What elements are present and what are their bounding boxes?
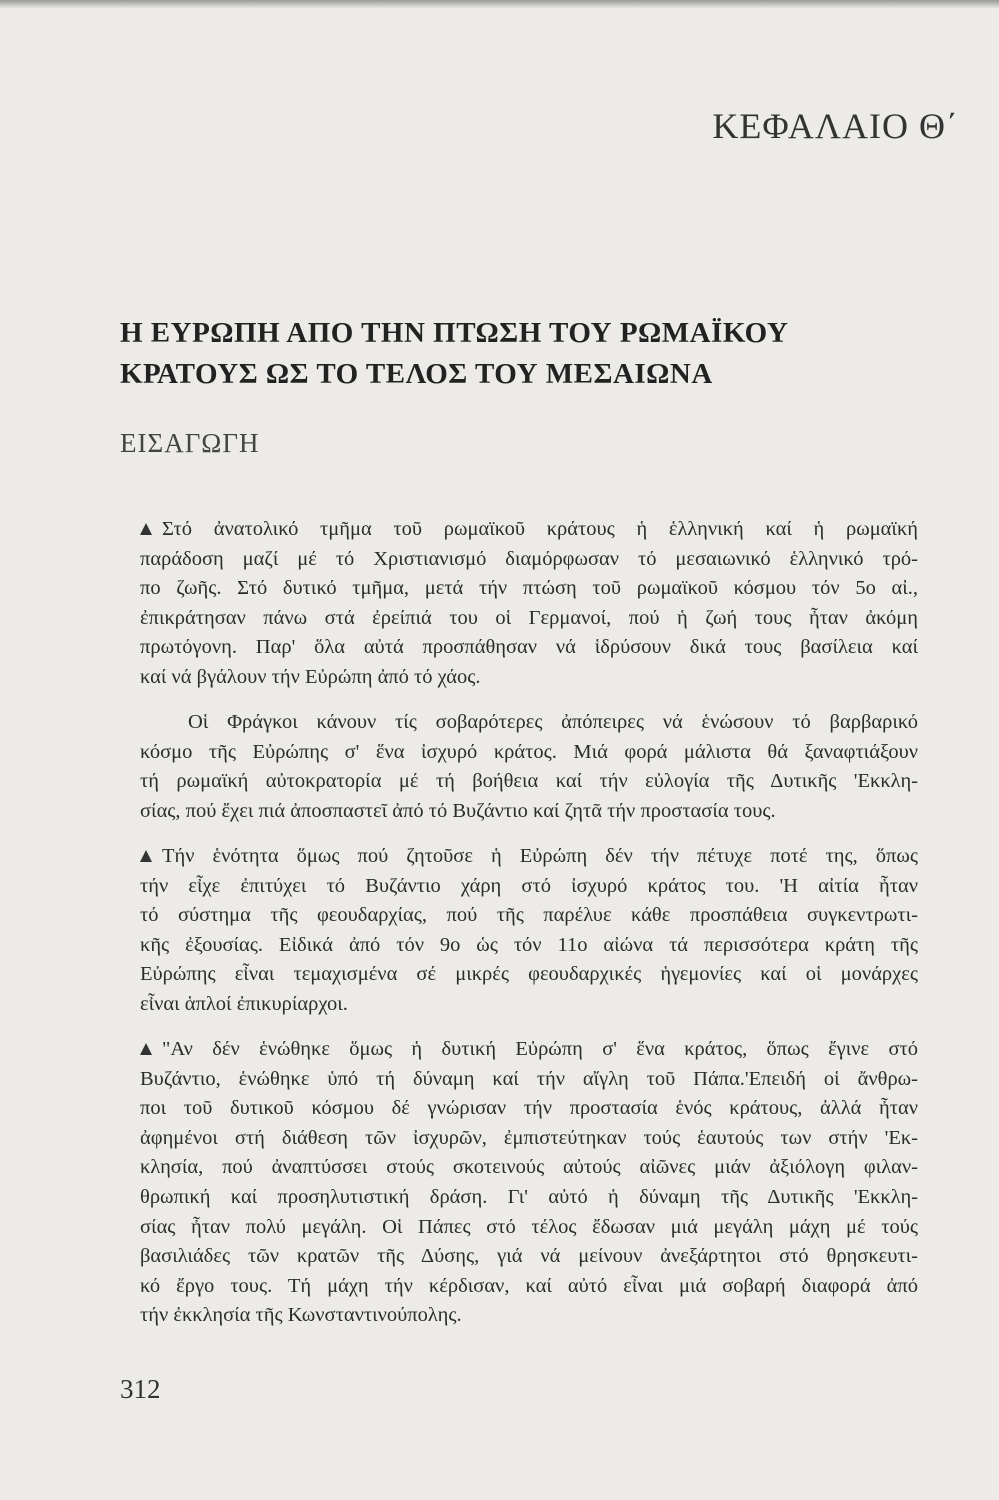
text-line xyxy=(140,1094,918,1124)
text-line xyxy=(140,708,918,738)
text-line xyxy=(140,842,918,872)
text-line-content: Τήν ἑνότητα ὅμως πού ζητοῦσε ἡ Εὐρώπη δέν τήν πέτυχε ποτέ της, ὅπως xyxy=(162,845,918,867)
text-line xyxy=(140,1065,918,1095)
chapter-title xyxy=(120,313,788,395)
text-line-content: πρωτόγονη. Παρ' ὅλα αὐτά προσπάθησαν νά ἱδρύσουν δικά τους βασίλεια καί xyxy=(140,636,918,659)
text-line-content: Εὐρώπης εἶναι τεμαχισμένα σέ μικρές φεουδαρχικές ἡγεμονίες καί οἱ μονάρχες xyxy=(140,963,918,986)
text-line-content: Οἱ Φράγκοι κάνουν τίς σοβαρότερες ἀπόπειρες νά ἑνώσουν τό βαρβαρικό xyxy=(188,711,918,733)
text-line xyxy=(140,1301,918,1331)
text-line-content: κόσμο τῆς Εὐρώπης σ' ἕνα ἰσχυρό κράτος. Μιά φορά μάλιστα θά ξαναφτιάξουν xyxy=(140,740,918,763)
text-line-content: τό σύστημα τῆς φεουδαρχίας, πού τῆς παρέλυε κάθε προσπάθεια συγκεντρωτι- xyxy=(140,904,918,927)
chapter-heading: ΚΕΦΑΛΑΙΟ Θ΄ xyxy=(712,106,959,146)
text-line-content: παράδοση μαζί μέ τό Χριστιανισμό διαμόρφωσαν τό μεσαιωνικό ἑλληνικό τρό- xyxy=(140,547,918,570)
text-line xyxy=(140,767,918,797)
paragraph-2 xyxy=(140,708,918,826)
text-line xyxy=(140,872,918,902)
text-line xyxy=(140,990,918,1020)
title-line: Η ΕΥΡΩΠΗ ΑΠΟ ΤΗΝ ΠΤΩΣΗ ΤΟΥ ΡΩΜΑΪΚΟΥ xyxy=(120,317,789,349)
text-line xyxy=(140,901,918,931)
text-line-content: ποι τοῦ δυτικοῦ κόσμου δέ γνώρισαν τήν προστασία ἑνός κράτους, ἀλλά ἦταν xyxy=(140,1097,918,1120)
text-line-content: κῆς ἐξουσίας. Εἰδικά ἀπό τόν 9ο ὡς τόν 11ο αἰώνα τά περισσότερα κράτη τῆς xyxy=(140,933,918,956)
text-line xyxy=(140,1272,918,1302)
triangle-marker-icon xyxy=(140,850,152,862)
text-line-content: καί νά βγάλουν τήν Εὐρώπη ἀπό τό χάος. xyxy=(140,665,481,688)
section-heading: ΕΙΣΑΓΩΓΗ xyxy=(120,428,260,458)
text-line-content: Βυζάντιο, ἑνώθηκε ὑπό τή δύναμη καί τήν αἴγλη τοῦ Πάπα.'Επειδή οἱ ἄνθρω- xyxy=(140,1067,918,1090)
text-line-content: θρωπική καί προσηλυτιστική δράση. Γι' αὐτό ἡ δύναμη τῆς Δυτικῆς 'Εκκλη- xyxy=(140,1185,918,1208)
text-line-content: σίας, πού ἔχει πιά ἀποσπαστεῖ ἀπό τό Βυζάντιο καί ζητᾶ τήν προστασία τους. xyxy=(140,799,776,822)
text-line xyxy=(140,574,918,604)
text-line xyxy=(140,931,918,961)
text-line-content: ἐπικράτησαν πάνω στά ἐρείπιά του οἱ Γερμανοί, πού ἡ ζωή τους ἦταν ἀκόμη xyxy=(140,606,918,629)
text-line xyxy=(140,960,918,990)
text-line xyxy=(140,1183,918,1213)
triangle-marker-icon xyxy=(140,523,152,535)
text-line xyxy=(140,1153,918,1183)
text-line xyxy=(140,545,918,575)
text-line xyxy=(140,1035,918,1065)
text-line-content: βασιλιάδες τῶν κρατῶν τῆς Δύσης, γιά νά μείνουν ἀνεξάρτητοι στό θρησκευτι- xyxy=(140,1245,918,1268)
text-line-content: κλησία, πού ἀναπτύσσει στούς σκοτεινούς αὐτούς αἰῶνες μιάν ἀξιόλογη φιλαν- xyxy=(140,1156,918,1179)
page-top-edge xyxy=(0,0,999,8)
paragraph-1 xyxy=(140,515,918,693)
text-line-content: εἶναι ἁπλοί ἐπικυρίαρχοι. xyxy=(140,992,348,1015)
text-line-content: τήν ἐκκλησία τῆς Κωνσταντινούπολης. xyxy=(140,1304,462,1327)
text-line-content: ἀφημένοι στή διάθεση τῶν ἰσχυρῶν, ἐμπιστεύτηκαν τούς ἑαυτούς των στήν 'Εκ- xyxy=(140,1126,918,1149)
text-line xyxy=(140,797,918,827)
text-line xyxy=(140,604,918,634)
text-line xyxy=(140,1124,918,1154)
text-line-content: τήν εἶχε ἐπιτύχει τό Βυζάντιο χάρη στό ἰσχυρό κράτος του. 'Η αἰτία ἦταν xyxy=(140,874,918,897)
paragraph-3 xyxy=(140,842,918,1020)
text-line xyxy=(140,663,918,693)
text-line xyxy=(140,1213,918,1243)
text-line xyxy=(140,515,918,545)
text-line-content: τή ρωμαϊκή αὐτοκρατορία μέ τή βοήθεια καί τήν εὐλογία τῆς Δυτικῆς 'Εκκλη- xyxy=(140,770,918,793)
text-line-content: κό ἔργο τους. Τή μάχη τήν κέρδισαν, καί αὐτό εἶναι μιά σοβαρή διαφορά ἀπό xyxy=(140,1274,918,1297)
triangle-marker-icon xyxy=(140,1043,152,1055)
paragraph-4 xyxy=(140,1035,918,1331)
text-line xyxy=(140,1242,918,1272)
page-number: 312 xyxy=(120,1374,161,1404)
title-line: ΚΡΑΤΟΥΣ ΩΣ ΤΟ ΤΕΛΟΣ ΤΟΥ ΜΕΣΑΙΩΝΑ xyxy=(120,358,713,390)
text-line-content: πο ζωῆς. Στό δυτικό τμῆμα, μετά τήν πτώση τοῦ ρωμαϊκοῦ κόσμου τόν 5ο αἰ., xyxy=(140,577,918,600)
text-line-content: Στό ἀνατολικό τμῆμα τοῦ ρωμαϊκοῦ κράτους ἡ ἑλληνική καί ἡ ρωμαϊκή xyxy=(162,518,918,540)
text-line xyxy=(140,633,918,663)
text-line-content: σίας ἦταν πολύ μεγάλη. Οἱ Πάπες στό τέλος ἔδωσαν μιά μεγάλη μάχη μέ τούς xyxy=(140,1215,918,1238)
text-line-content: "Αν δέν ἑνώθηκε ὅμως ἡ δυτική Εὐρώπη σ' ἕνα κράτος, ὅπως ἔγινε στό xyxy=(162,1038,918,1060)
text-line xyxy=(140,738,918,768)
